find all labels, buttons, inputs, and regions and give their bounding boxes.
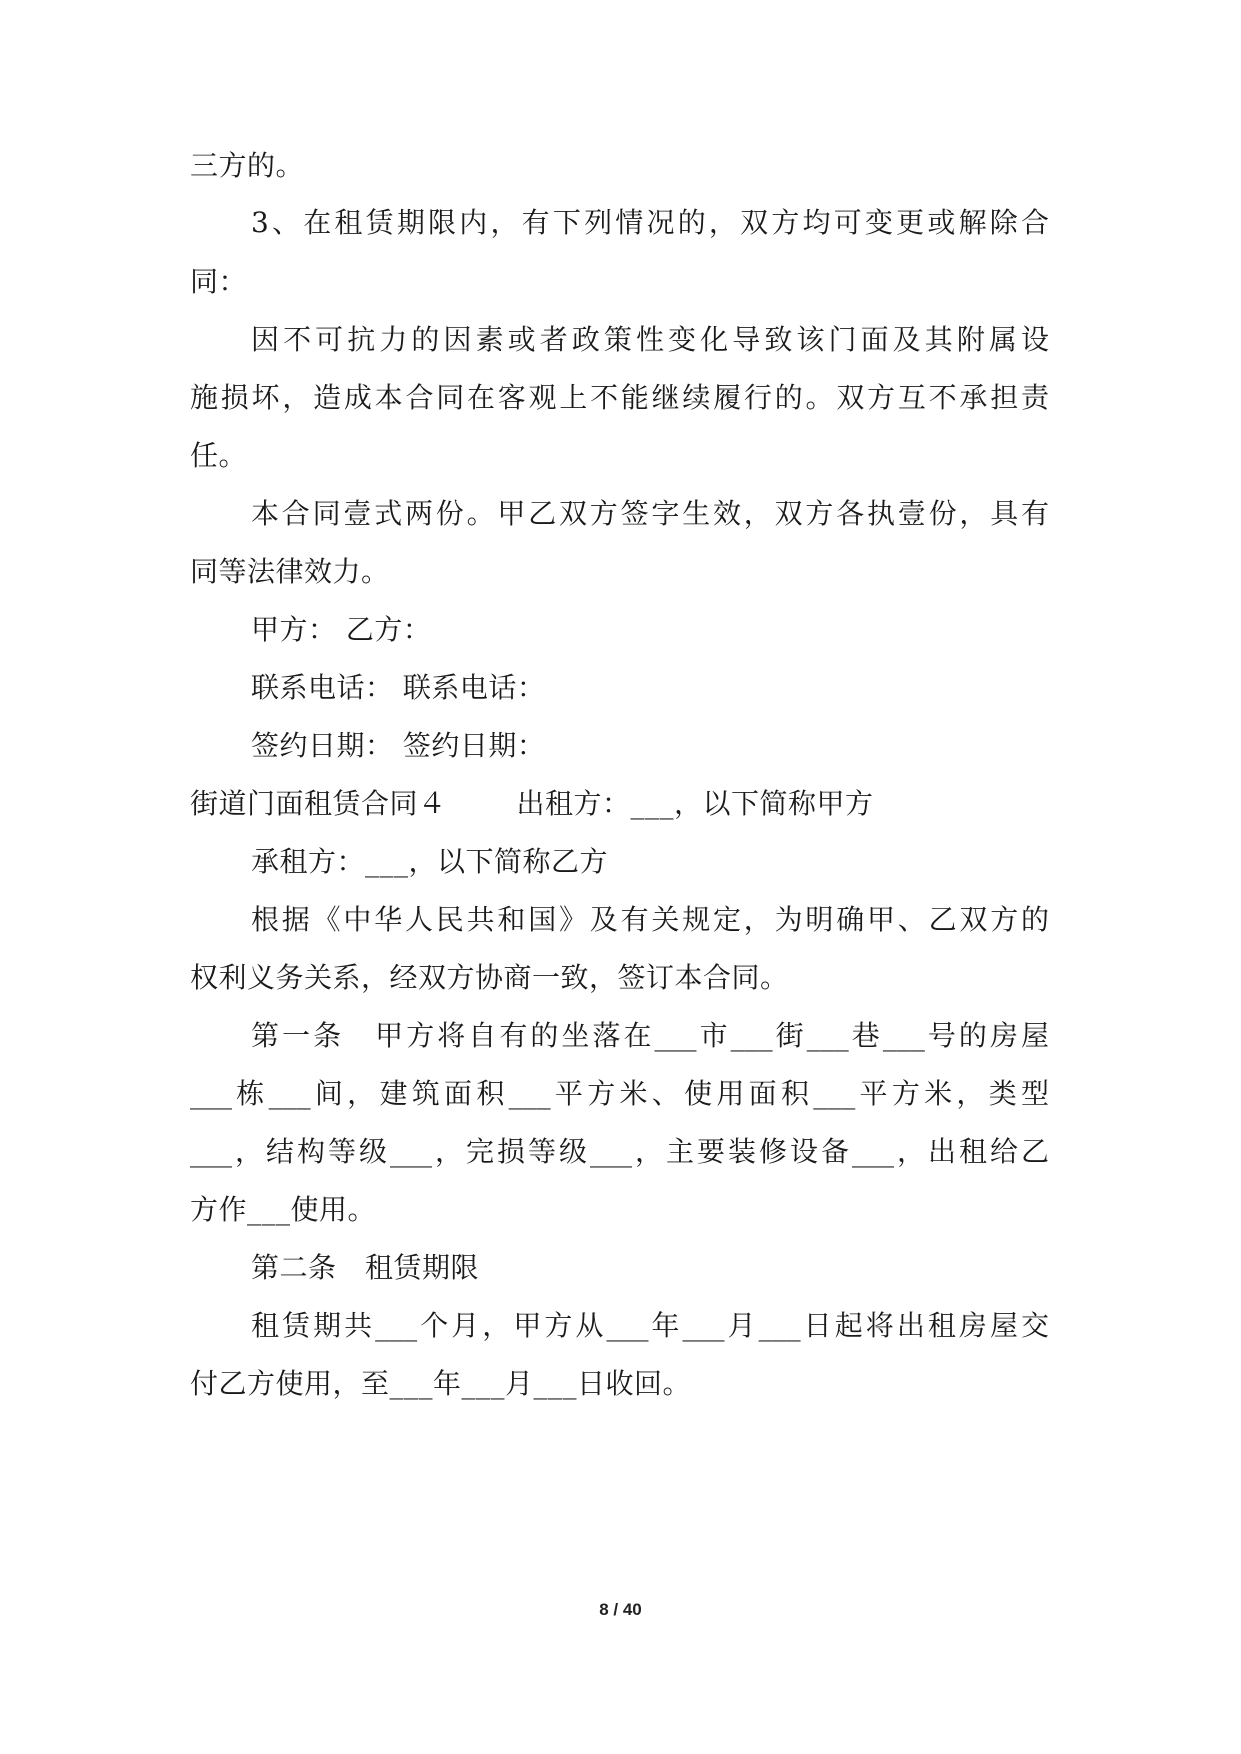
heading-title: 街道门面租赁合同４ bbox=[190, 787, 447, 820]
text-line: 甲方： 乙方： bbox=[251, 613, 432, 646]
text-line: 付乙方使用，至___年___月___日收回。 bbox=[190, 1367, 692, 1400]
text-line: 施损坏，造成本合同在客观上不能继续履行的。双方互不承担责 bbox=[190, 381, 1049, 414]
page-number: 8 / 40 bbox=[599, 1600, 642, 1619]
text-line: 因不可抗力的因素或者政策性变化导致该门面及其附属设 bbox=[251, 323, 1049, 356]
text-line: 第一条 甲方将自有的坐落在___市___街___巷___号的房屋 bbox=[251, 1019, 1049, 1052]
text-line: 根据《中华人民共和国》及有关规定，为明确甲、乙双方的 bbox=[251, 903, 1049, 936]
text-line: 任。 bbox=[190, 439, 248, 472]
text-line: 本合同壹式两份。甲乙双方签字生效，双方各执壹份，具有 bbox=[251, 497, 1049, 530]
text-line: 同： bbox=[190, 265, 248, 298]
heading-lessor: 出租方：___，以下简称甲方 bbox=[516, 787, 874, 820]
text-line: ___，结构等级___，完损等级___，主要装修设备___，出租给乙 bbox=[190, 1135, 1049, 1168]
text-line: 承租方：___，以下简称乙方 bbox=[251, 845, 609, 878]
contract-heading bbox=[190, 784, 874, 824]
section-heading: 第二条 租赁期限 bbox=[251, 1251, 480, 1284]
text-line: 方作___使用。 bbox=[190, 1193, 377, 1226]
text-line: 联系电话： 联系电话： bbox=[251, 671, 546, 704]
text-line: 3、在租赁期限内，有下列情况的，双方均可变更或解除合 bbox=[251, 206, 1049, 239]
text-line: 权利义务关系，经双方协商一致，签订本合同。 bbox=[190, 961, 789, 994]
text-line: ___栋___间，建筑面积___平方米、使用面积___平方米，类型 bbox=[190, 1077, 1049, 1110]
text-line: 签约日期： 签约日期： bbox=[251, 729, 546, 762]
text-line: 租赁期共___个月，甲方从___年___月___日起将出租房屋交 bbox=[251, 1309, 1049, 1342]
text-line: 同等法律效力。 bbox=[190, 555, 390, 588]
text-line: 三方的。 bbox=[190, 149, 305, 182]
